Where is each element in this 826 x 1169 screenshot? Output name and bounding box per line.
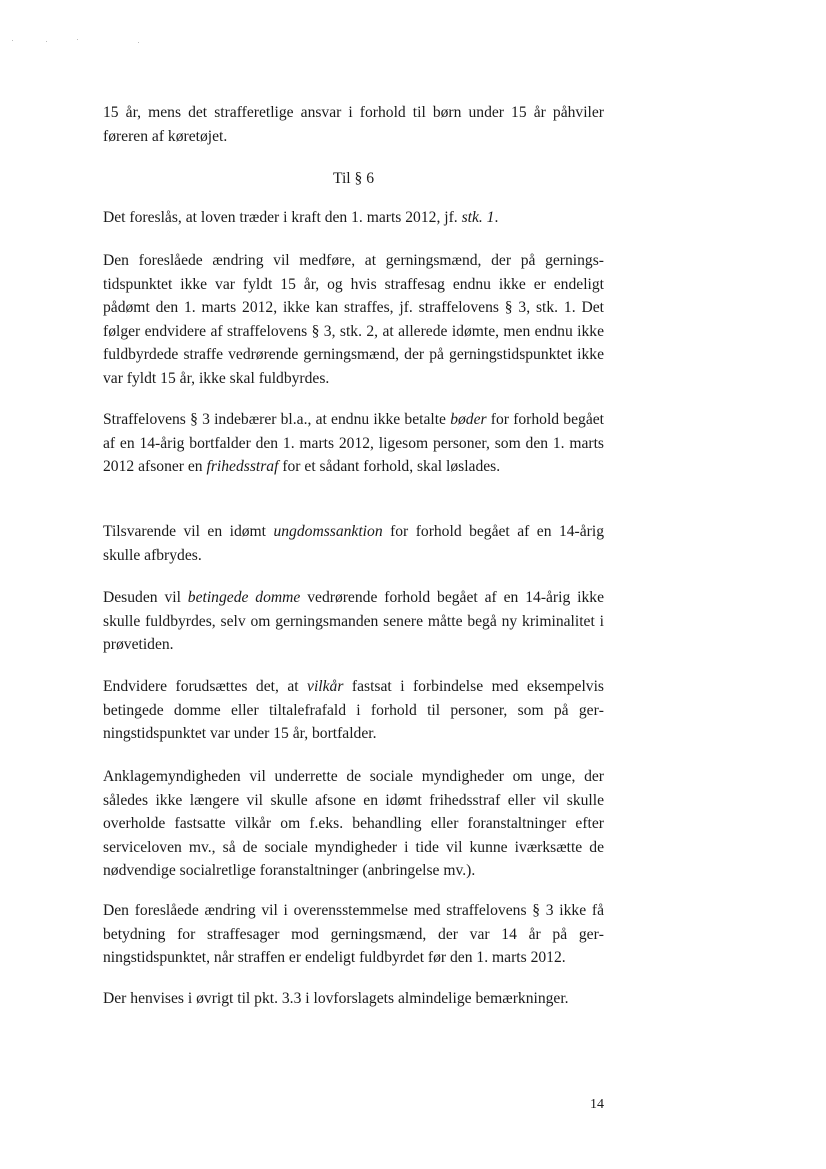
emphasis-vilkar: vilkår bbox=[307, 678, 344, 695]
paragraph-text: Den foreslåede ændring vil i overensstemmelse med straffelovens § 3 ikke få betydning for straffesager mod gerningsmænd, der var 14 år på gerningstidspunktet, når straffen er endeligt fuldbyrdet før den 1. marts 2012. bbox=[103, 902, 604, 966]
paragraph-text: Der henvises i øvrigt til pkt. 3.3 i lovforslagets almindelige bemærkninger. bbox=[103, 990, 569, 1007]
paragraph-text: for forhold begået af en 14-årig bortfalder den 1. marts 2012, ligesom personer, som den 1. marts 2012 afsoner en bbox=[103, 411, 604, 475]
emphasis-ungdomssanktion: ungdomssanktion bbox=[273, 523, 383, 540]
emphasis-betingede-domme: betingede domme bbox=[187, 589, 301, 606]
paragraph-text: Straffelovens § 3 indebærer bl.a., at endnu ikke betalte bbox=[103, 411, 451, 428]
paragraph-text: Anklagemyndigheden vil underrette de sociale myndigheder om unge, der således ikke længere vil skulle afsone en idømt frihedsstraf eller vil skulle overholde fastsatte vilkår om f.eks. behandling eller foranstaltninger efter serviceloven mv., så de sociale myndigheder i tide vil kunne iværksætte de nødvendige socialretlige foranstaltninger (anbringelse mv.). bbox=[103, 768, 604, 879]
paragraph-text: Den foreslåede ændring vil medføre, at gerningsmænd, der på gerningstidspunktet ikke var fyldt 15 år, og hvis straffesag endnu ikke er endeligt pådømt den 1. marts 2012, ikke kan straffes, jf. straffelovens § 3, stk. 1. Det følger endvidere af straffelovens § 3, stk. 2, at allerede idømte, men endnu ikke fuldbyrdede straffe vedrørende gerningsmænd, der på gerningstidspunktet ikke var fyldt 15 år, ikke skal fuldbyrdes. bbox=[103, 252, 604, 387]
paragraph-text: Tilsvarende vil en idømt bbox=[103, 523, 274, 540]
paragraph-text: fastsat i forbindelse med eksempelvis betingede domme eller tiltalefrafald i forhold til personer, som på gerningstidspunktet var under 15 år, bortfalder. bbox=[103, 678, 604, 742]
paragraph-text: Endvidere forudsættes det, at bbox=[103, 678, 308, 695]
paragraph-text: for forhold begået af en 14-årig skulle afbrydes. bbox=[103, 523, 604, 564]
section-heading: Til § 6 bbox=[332, 170, 375, 187]
paragraph-youth-sanction bbox=[103, 520, 604, 567]
intro-paragraph bbox=[103, 101, 604, 148]
paragraph-prosecution-notification bbox=[103, 765, 604, 883]
paragraph-conditions bbox=[103, 675, 604, 746]
paragraph-conditional-sentences bbox=[103, 586, 604, 657]
paragraph-reference bbox=[103, 987, 604, 1011]
paragraph-commencement bbox=[103, 206, 604, 230]
page-number: 14 bbox=[590, 1097, 604, 1112]
paragraph-text: for et sådant forhold, skal løslades. bbox=[278, 458, 501, 475]
paragraph-text: . bbox=[494, 209, 499, 226]
emphasis-frihedsstraf: frihedsstraf bbox=[206, 458, 279, 475]
emphasis-boder: bøder bbox=[450, 411, 487, 428]
paragraph-text: Desuden vil bbox=[103, 589, 188, 606]
emphasis-stk: stk. 1 bbox=[461, 209, 495, 226]
intro-text: 15 år, mens det strafferetlige ansvar i forhold til børn under 15 år påhviler føreren af køretøjet. bbox=[103, 104, 604, 145]
paragraph-text: vedrørende forhold begået af en 14-årig ikke skulle fuldbyrdes, selv om gerningsmanden senere måtte begå ny kriminalitet i prøvetiden. bbox=[103, 589, 604, 653]
paragraph-text: Det foreslås, at loven træder i kraft den 1. marts 2012, jf. bbox=[103, 209, 462, 226]
paragraph-completed-cases bbox=[103, 899, 604, 970]
scan-artifacts bbox=[12, 38, 152, 46]
paragraph-effect bbox=[103, 249, 604, 390]
paragraph-fines bbox=[103, 408, 604, 479]
